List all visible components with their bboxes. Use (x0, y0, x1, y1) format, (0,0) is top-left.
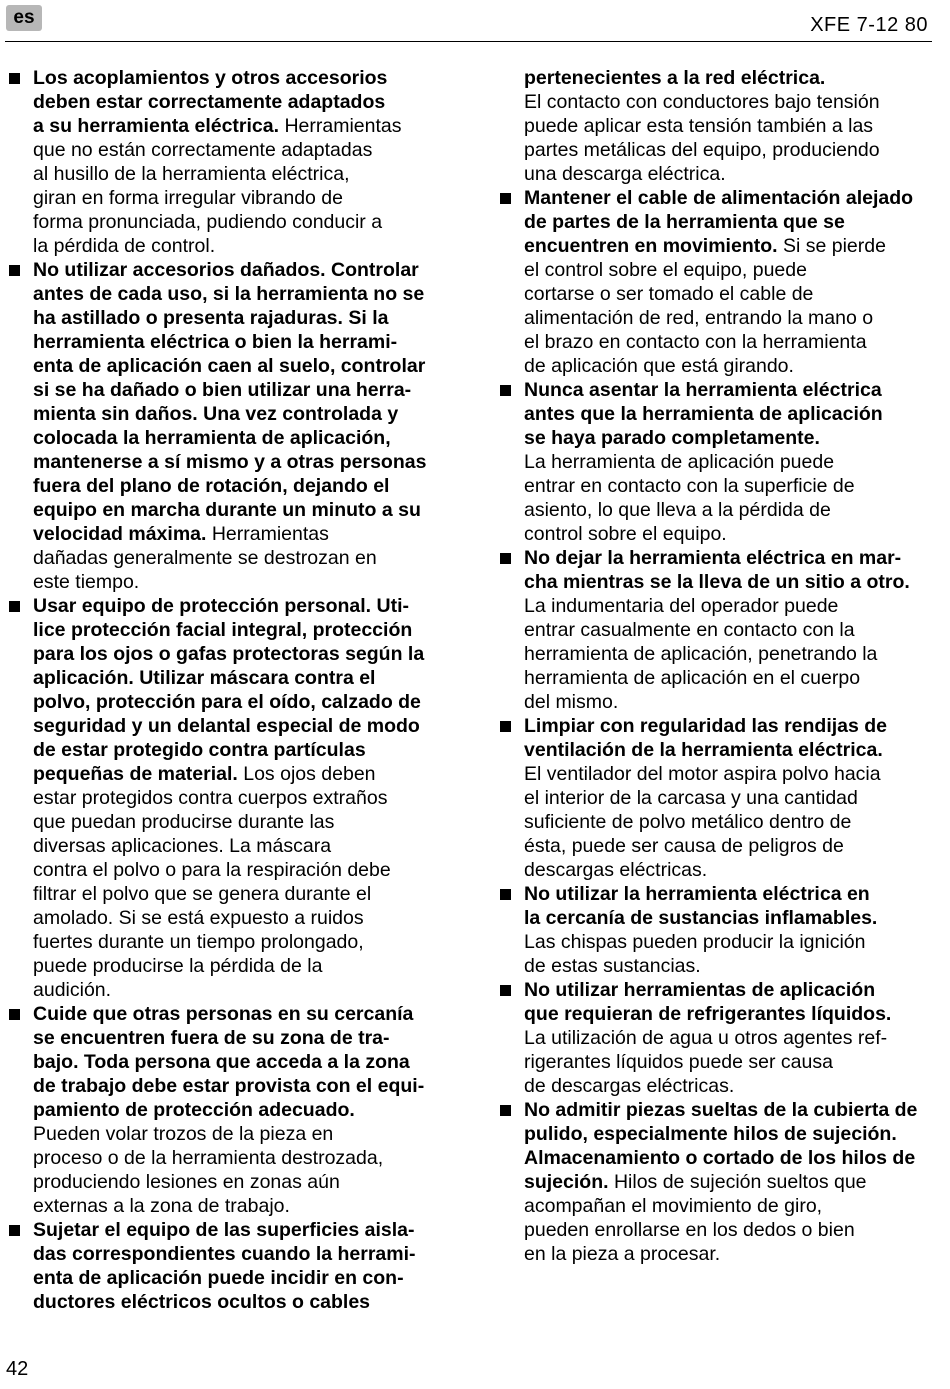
bold-text: pequeñas de material. (33, 763, 238, 785)
bold-text: de partes de la herramienta que se (524, 211, 845, 233)
bold-text: Sujetar el equipo de las superficies aisla- (33, 1219, 415, 1241)
body-text: alimentación de red, entrando la mano o (524, 307, 874, 329)
body-text: herramienta de aplicación en el cuerpo (524, 667, 861, 689)
bullet-square-icon (500, 193, 511, 204)
body-text: control sobre el equipo. (524, 523, 727, 545)
safety-item (6, 258, 446, 594)
body-text: de descargas eléctricas. (524, 1075, 735, 1097)
bold-text: la cercanía de sustancias inflamables. (524, 907, 878, 929)
text-line (524, 546, 937, 570)
bold-text: mienta sin daños. Una vez controlada y (33, 403, 399, 425)
safety-item (497, 378, 937, 546)
text-line (33, 666, 446, 690)
text-line (33, 834, 446, 858)
bold-text: a su herramienta eléctrica. (33, 115, 280, 137)
text-line (33, 306, 446, 330)
body-text: cortarse o ser tomado el cable de (524, 283, 814, 305)
body-text: externas a la zona de trabajo. (33, 1195, 290, 1217)
bold-text: se encuentren fuera de su zona de tra- (33, 1027, 390, 1049)
bullet-square-icon (9, 265, 20, 276)
body-text: entrar casualmente en contacto con la (524, 619, 855, 641)
body-text: produciendo lesiones en zonas aún (33, 1171, 340, 1193)
text-line (524, 474, 937, 498)
text-line (524, 810, 937, 834)
text-line (524, 978, 937, 1002)
text-line (524, 906, 937, 930)
text-line (33, 210, 446, 234)
text-line (33, 330, 446, 354)
text-line (524, 186, 937, 210)
text-line (524, 1050, 937, 1074)
body-text: el interior de la carcasa y una cantidad (524, 787, 858, 809)
body-text: ésta, puede ser causa de peligros de (524, 835, 844, 857)
text-line (524, 786, 937, 810)
text-line (524, 402, 937, 426)
text-line (33, 1194, 446, 1218)
bold-text: antes que la herramienta de aplicación (524, 403, 883, 425)
text-line (524, 930, 937, 954)
body-text: el control sobre el equipo, puede (524, 259, 807, 281)
body-text: filtrar el polvo que se genera durante el (33, 883, 372, 905)
text-line (33, 450, 446, 474)
text-line (33, 474, 446, 498)
bold-text: No dejar la herramienta eléctrica en mar- (524, 547, 902, 569)
body-text: La utilización de agua u otros agentes ref- (524, 1027, 888, 1049)
bold-text: das correspondientes cuando la herrami- (33, 1243, 416, 1265)
body-text: el brazo en contacto con la herramienta (524, 331, 867, 353)
text-line (524, 858, 937, 882)
bold-text: Limpiar con regularidad las rendijas de (524, 715, 888, 737)
text-line (524, 1242, 937, 1266)
body-text: asiento, lo que lleva a la pérdida de (524, 499, 831, 521)
text-line (33, 906, 446, 930)
text-line (33, 978, 446, 1002)
text-line (33, 810, 446, 834)
text-line (33, 378, 446, 402)
bold-text: se haya parado completamente. (524, 427, 820, 449)
bullet-square-icon (500, 385, 511, 396)
body-text: estar protegidos contra cuerpos extraños (33, 787, 388, 809)
text-line (33, 882, 446, 906)
bullet-square-icon (9, 73, 20, 84)
text-line (524, 66, 937, 90)
text-line (524, 1194, 937, 1218)
bullet-square-icon (9, 1225, 20, 1236)
text-line (524, 714, 937, 738)
body-text: la pérdida de control. (33, 235, 216, 257)
text-line (524, 210, 937, 234)
safety-item (497, 714, 937, 882)
text-line (33, 426, 446, 450)
text-line (33, 402, 446, 426)
bold-text: seguridad y un delantal especial de modo (33, 715, 420, 737)
text-line (524, 882, 937, 906)
left-column (6, 66, 446, 1314)
bold-text: antes de cada uso, si la herramienta no se (33, 283, 425, 305)
text-line (524, 1074, 937, 1098)
text-line (524, 1170, 937, 1194)
body-text: de aplicación que está girando. (524, 355, 794, 377)
bold-text: No admitir piezas sueltas de la cubierta de (524, 1099, 918, 1121)
text-line (524, 282, 937, 306)
bullet-square-icon (500, 721, 511, 732)
bold-text: Almacenamiento o cortado de los hilos de (524, 1147, 916, 1169)
bold-text: pertenecientes a la red eléctrica. (524, 67, 826, 89)
body-text: Herramientas (206, 523, 329, 545)
language-badge: es (6, 5, 42, 31)
bold-text: enta de aplicación puede incidir en con- (33, 1267, 404, 1289)
text-line (33, 1266, 446, 1290)
text-line (524, 450, 937, 474)
bold-text: colocada la herramienta de aplicación, (33, 427, 391, 449)
bold-text: No utilizar accesorios dañados. Controlar (33, 259, 419, 281)
text-line (33, 354, 446, 378)
body-text: Las chispas pueden producir la ignición (524, 931, 866, 953)
safety-item-continuation (497, 66, 937, 186)
text-line (33, 858, 446, 882)
body-text: Pueden volar trozos de la pieza en (33, 1123, 334, 1145)
text-line (33, 594, 446, 618)
text-line (524, 1146, 937, 1170)
text-line (524, 1218, 937, 1242)
text-line (33, 162, 446, 186)
bold-text: ha astillado o presenta rajaduras. Si la (33, 307, 389, 329)
bold-text: Mantener el cable de alimentación alejado (524, 187, 914, 209)
body-text: acompañan el movimiento de giro, (524, 1195, 823, 1217)
bold-text: pamiento de protección adecuado. (33, 1099, 355, 1121)
text-line (33, 498, 446, 522)
safety-item (497, 186, 937, 378)
body-text: diversas aplicaciones. La máscara (33, 835, 332, 857)
bold-text: aplicación. Utilizar máscara contra el (33, 667, 376, 689)
text-line (33, 66, 446, 90)
bold-text: enta de aplicación caen al suelo, controlar (33, 355, 426, 377)
text-line (33, 186, 446, 210)
text-line (524, 306, 937, 330)
bold-text: si se ha dañado o bien utilizar una herra- (33, 379, 412, 401)
text-line (33, 714, 446, 738)
body-text: contra el polvo o para la respiración debe (33, 859, 391, 881)
safety-item (497, 1098, 937, 1266)
bold-text: pulido, especialmente hilos de sujeción. (524, 1123, 897, 1145)
text-line (524, 834, 937, 858)
bold-text: encuentren en movimiento. (524, 235, 778, 257)
text-line (33, 546, 446, 570)
text-line (33, 234, 446, 258)
bullet-square-icon (500, 985, 511, 996)
text-line (33, 570, 446, 594)
text-line (33, 1074, 446, 1098)
right-column (497, 66, 937, 1266)
body-text: forma pronunciada, pudiendo conducir a (33, 211, 383, 233)
safety-item (497, 978, 937, 1098)
body-text: audición. (33, 979, 112, 1001)
text-line (524, 90, 937, 114)
text-line (524, 1122, 937, 1146)
body-text: proceso o de la herramienta destrozada, (33, 1147, 384, 1169)
text-line (33, 954, 446, 978)
text-line (524, 666, 937, 690)
bold-text: No utilizar la herramienta eléctrica en (524, 883, 870, 905)
text-line (33, 1098, 446, 1122)
body-text: una descarga eléctrica. (524, 163, 726, 185)
text-line (524, 738, 937, 762)
body-text: entrar en contacto con la superficie de (524, 475, 855, 497)
page-number: 42 (6, 1358, 29, 1380)
text-line (524, 954, 937, 978)
text-line (33, 1170, 446, 1194)
bullet-square-icon (9, 1009, 20, 1020)
bullet-square-icon (500, 889, 511, 900)
body-text: en la pieza a procesar. (524, 1243, 721, 1265)
bold-text: Cuide que otras personas en su cercanía (33, 1003, 414, 1025)
safety-item (497, 882, 937, 978)
body-text: Herramientas (279, 115, 402, 137)
bullet-square-icon (500, 553, 511, 564)
text-line (524, 594, 937, 618)
body-text: herramienta de aplicación, penetrando la (524, 643, 878, 665)
bold-text: Los acoplamientos y otros accesorios (33, 67, 388, 89)
text-line (524, 498, 937, 522)
text-line (33, 642, 446, 666)
safety-item (497, 546, 937, 714)
body-text: Los ojos deben (237, 763, 376, 785)
text-line (33, 1026, 446, 1050)
body-text: pueden enrollarse en los dedos o bien (524, 1219, 855, 1241)
bold-text: lice protección facial integral, protección (33, 619, 413, 641)
text-line (33, 114, 446, 138)
body-text: fuertes durante un tiempo prolongado, (33, 931, 364, 953)
text-line (524, 354, 937, 378)
bold-text: herramienta eléctrica o bien la herrami- (33, 331, 398, 353)
body-text: El contacto con conductores bajo tensión (524, 91, 880, 113)
text-line (33, 618, 446, 642)
text-line (33, 1002, 446, 1026)
body-text: que no están correctamente adaptadas (33, 139, 373, 161)
body-text: este tiempo. (33, 571, 140, 593)
body-text: La herramienta de aplicación puede (524, 451, 835, 473)
body-text: que puedan producirse durante las (33, 811, 335, 833)
bold-text: cha mientras se la lleva de un sitio a otro. (524, 571, 910, 593)
safety-item (6, 1218, 446, 1314)
body-text: suficiente de polvo metálico dentro de (524, 811, 852, 833)
text-line (33, 930, 446, 954)
text-line (524, 690, 937, 714)
bold-text: ventilación de la herramienta eléctrica. (524, 739, 883, 761)
text-line (524, 426, 937, 450)
bold-text: mantenerse a sí mismo y a otras personas (33, 451, 427, 473)
bold-text: para los ojos o gafas protectoras según la (33, 643, 425, 665)
body-text: puede producirse la pérdida de la (33, 955, 323, 977)
text-line (33, 522, 446, 546)
bold-text: velocidad máxima. (33, 523, 207, 545)
safety-item (6, 1002, 446, 1218)
text-line (524, 570, 937, 594)
text-line (33, 786, 446, 810)
bold-text: No utilizar herramientas de aplicación (524, 979, 876, 1001)
body-text: puede aplicar esta tensión también a las (524, 115, 874, 137)
text-line (524, 642, 937, 666)
bullet-square-icon (9, 601, 20, 612)
body-text: del mismo. (524, 691, 619, 713)
bold-text: Nunca asentar la herramienta eléctrica (524, 379, 882, 401)
bold-text: bajo. Toda persona que acceda a la zona (33, 1051, 410, 1073)
bold-text: que requieran de refrigerantes líquidos. (524, 1003, 892, 1025)
text-line (524, 234, 937, 258)
safety-item (6, 594, 446, 1002)
text-line (524, 114, 937, 138)
bold-text: fuera del plano de rotación, dejando el (33, 475, 390, 497)
bold-text: de trabajo debe estar provista con el equi- (33, 1075, 425, 1097)
text-line (33, 1290, 446, 1314)
bold-text: deben estar correctamente adaptados (33, 91, 386, 113)
text-line (33, 762, 446, 786)
body-text: partes metálicas del equipo, produciendo (524, 139, 880, 161)
body-text: rigerantes líquidos puede ser causa (524, 1051, 833, 1073)
text-line (33, 738, 446, 762)
bold-text: equipo en marcha durante un minuto a su (33, 499, 421, 521)
bold-text: de estar protegido contra partículas (33, 739, 366, 761)
text-line (524, 330, 937, 354)
body-text: El ventilador del motor aspira polvo hacia (524, 763, 881, 785)
text-line (524, 258, 937, 282)
text-line (524, 162, 937, 186)
body-text: La indumentaria del operador puede (524, 595, 839, 617)
text-line (33, 90, 446, 114)
bold-text: ductores eléctricos ocultos o cables (33, 1291, 371, 1313)
body-text: al husillo de la herramienta eléctrica, (33, 163, 350, 185)
text-line (524, 378, 937, 402)
body-text: giran en forma irregular vibrando de (33, 187, 344, 209)
text-line (524, 762, 937, 786)
text-line (524, 1002, 937, 1026)
bold-text: polvo, protección para el oído, calzado de (33, 691, 421, 713)
text-line (524, 1026, 937, 1050)
bold-text: sujeción. (524, 1171, 609, 1193)
text-line (33, 1242, 446, 1266)
bold-text: Usar equipo de protección personal. Uti- (33, 595, 409, 617)
text-line (33, 282, 446, 306)
header-rule (5, 41, 932, 42)
body-text: descargas eléctricas. (524, 859, 708, 881)
text-line (524, 138, 937, 162)
model-number: XFE 7-12 80 (810, 14, 928, 36)
text-line (33, 1146, 446, 1170)
body-text: amolado. Si se está expuesto a ruidos (33, 907, 364, 929)
text-line (33, 138, 446, 162)
text-line (33, 690, 446, 714)
text-line (524, 1098, 937, 1122)
text-line (33, 1218, 446, 1242)
body-text: Hilos de sujeción sueltos que (608, 1171, 867, 1193)
body-text: Si se pierde (777, 235, 886, 257)
text-line (524, 522, 937, 546)
text-line (33, 1122, 446, 1146)
text-line (33, 1050, 446, 1074)
body-text: de estas sustancias. (524, 955, 701, 977)
text-line (524, 618, 937, 642)
safety-item (6, 66, 446, 258)
bullet-square-icon (500, 1105, 511, 1116)
text-line (33, 258, 446, 282)
body-text: dañadas generalmente se destrozan en (33, 547, 377, 569)
